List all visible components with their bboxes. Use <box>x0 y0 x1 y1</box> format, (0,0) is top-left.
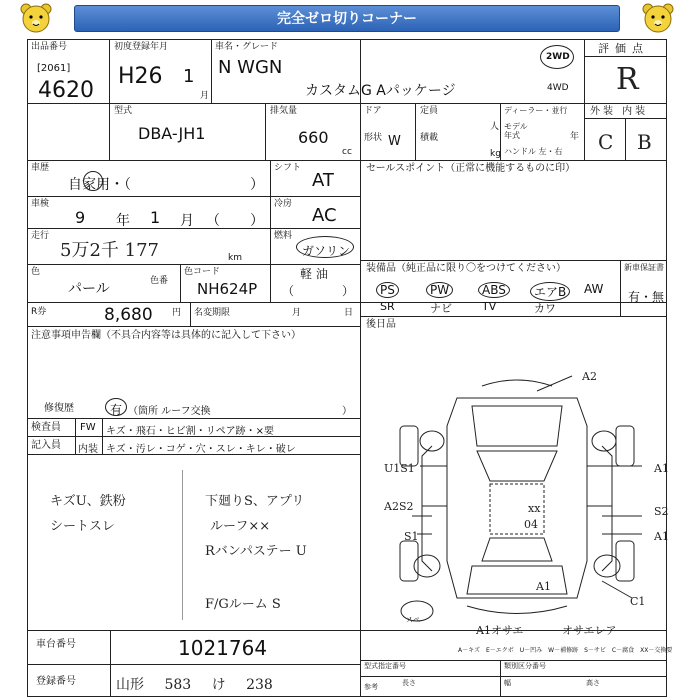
car-damage-diagram <box>372 366 662 636</box>
person-unit: 人 <box>490 122 500 132</box>
damage-mark: xx <box>528 502 541 515</box>
damage-mark: スペ <box>406 616 420 624</box>
damage-mark: S2 <box>654 505 669 518</box>
loading-label: 積載 <box>420 133 439 143</box>
fuel-paren-close: ） <box>342 284 355 298</box>
km-unit: km <box>228 253 242 263</box>
model-class-label: 型式指定番号 <box>364 662 406 670</box>
cc-unit: cc <box>342 147 352 157</box>
shift-value: AT <box>312 170 334 191</box>
inspection-paren: （ <box>206 213 220 229</box>
damage-mark: U1S1 <box>384 462 415 475</box>
color-code-value: NH624P <box>197 280 258 298</box>
meigi-label: 名変期限 <box>194 308 231 318</box>
damage-mark: A1 <box>536 580 551 593</box>
equipment-item: SR <box>380 300 395 313</box>
fuel-circle <box>296 236 354 258</box>
handwritten-note: F/Gルーム S <box>205 597 281 612</box>
fuel-paren: （ <box>282 284 295 298</box>
color-label: 色 <box>31 267 41 277</box>
inspector-label: 検査員 <box>31 422 61 433</box>
inspection-label: 車検 <box>31 199 50 209</box>
afterday-label: 後日品 <box>366 319 396 330</box>
car-name: N WGN <box>218 57 283 78</box>
chassis-no-value: 1021764 <box>178 636 268 660</box>
meigi-day: 日 <box>344 308 354 318</box>
model-year-label: モデル年式 <box>504 122 528 140</box>
notes-label: 注意事項申告欄（不具合内容等は具体的に記入して下さい） <box>31 330 301 341</box>
shift-label: シフト <box>274 163 302 173</box>
damage-legend: A－キズ E－エクボ U－凹み W－補修跡 S－サビ C－腐食 XX－交換要 <box>458 647 673 654</box>
first-reg-month: 1 <box>183 66 195 87</box>
ext-int-label: 外装 内装 <box>590 106 649 117</box>
aircon-label: 冷房 <box>274 199 293 209</box>
month-unit-label: 月 <box>200 91 210 101</box>
repair-hist-circle <box>105 398 127 416</box>
ref-label: 参考 <box>364 683 378 691</box>
color-no-label: 色番 <box>150 276 169 286</box>
entry-int: 内装 <box>78 444 98 455</box>
exhibit-no: 4620 <box>38 78 94 103</box>
repair-hist-value: 有 <box>110 403 123 417</box>
damage-mark: 04 <box>524 518 538 531</box>
damage-mark: A1オサエ <box>476 624 524 637</box>
inspect-fw: FW <box>80 422 96 433</box>
equipment-item: エアB <box>530 282 570 301</box>
damage-mark: A2 <box>582 370 597 383</box>
equipment-item: PS <box>376 282 399 298</box>
fuel-label: 燃料 <box>274 231 293 241</box>
shape-value: W <box>388 134 401 149</box>
fuel-gasoline: ガソリン <box>302 244 351 258</box>
model-label: 型式 <box>114 106 133 116</box>
dealer-label: ディーラー・並行 <box>504 106 568 115</box>
bear-mascot-icon <box>640 2 676 34</box>
damage-mark: C1 <box>630 595 646 608</box>
exhibit-small-no: [2061] <box>37 63 71 74</box>
class-no-label: 類別区分番号 <box>504 662 546 670</box>
mileage-label: 走行 <box>31 231 50 241</box>
handwritten-note: シートスレ <box>50 519 115 534</box>
repair-hist-label: 修復歴 <box>44 403 74 414</box>
chassis-no-label: 車台番号 <box>36 639 76 650</box>
entry-text: キズ・汚レ・コゲ・穴・スレ・キレ・破レ <box>106 444 296 455</box>
inspection-month-unit: 月 <box>180 213 194 229</box>
inspection-paren-close: ） <box>250 213 264 229</box>
kg-unit: kg <box>490 149 501 159</box>
damage-mark: オサエレア <box>562 624 617 637</box>
height-label: 高さ <box>586 679 600 687</box>
equipment-item: AW <box>584 282 604 296</box>
bear-mascot-icon <box>18 2 54 34</box>
drive-2wd: 2WD <box>546 52 570 62</box>
shape-label: 形状 <box>364 133 383 143</box>
exhibit-no-label: 出品番号 <box>31 42 68 52</box>
reg-no-label: 登録番号 <box>36 676 76 687</box>
rating-value: R <box>616 62 639 97</box>
repair-bracket: （ <box>128 406 138 417</box>
meigi-month: 月 <box>292 308 302 318</box>
sales-point-label: セールスポイント（正常に機能するものに印） <box>366 163 576 174</box>
int-value: B <box>637 130 652 154</box>
entry-label: 記入員 <box>31 440 61 451</box>
inspection-year: 9 <box>75 208 86 227</box>
history-label: 車歴 <box>31 163 50 173</box>
rating-label: 評価点 <box>598 42 649 55</box>
fuel-other: 軽 油 <box>300 267 328 281</box>
equipment-item: ABS <box>478 282 510 298</box>
color-value: パール <box>68 281 110 297</box>
equipment-item: カワ <box>534 302 556 315</box>
first-reg-year: H26 <box>118 64 163 89</box>
car-name-label: 車名・グレード <box>215 42 279 52</box>
handwritten-note: Rバンパステー U <box>205 544 307 559</box>
r-ticket-label: R券 <box>31 307 47 317</box>
damage-mark: A1 <box>654 530 669 543</box>
drive-4wd: 4WD <box>547 83 569 93</box>
recycle-mark: 有・無 <box>628 290 665 304</box>
equipment-label: 装備品（純正品に限り〇をつけてください） <box>366 263 566 274</box>
ext-value: C <box>598 130 614 154</box>
mileage-value: 5万2千 177 <box>60 240 159 261</box>
yen-unit: 円 <box>172 308 182 318</box>
length-label: 長さ <box>402 679 416 687</box>
equipment-item: TV <box>482 300 497 313</box>
handle-label: ハンドル 左・右 <box>504 147 563 156</box>
equipment-item: PW <box>426 282 453 298</box>
damage-mark: A2S2 <box>384 500 414 513</box>
door-label: ドア <box>364 106 382 116</box>
banner-title: 完全ゼロ切りコーナー <box>74 5 620 32</box>
handwritten-note: キズU、鉄粉 <box>50 494 126 509</box>
year-unit: 年 <box>570 132 580 142</box>
repair-detail: 箇所 ルーフ交換 <box>138 406 211 417</box>
reg-no-value: 山形 583 け 238 <box>116 677 273 693</box>
repair-bracket-close: ） <box>342 406 352 417</box>
history-value: 自家用・（ <box>68 177 131 193</box>
recycle-label: 新車保証書 <box>624 263 664 272</box>
displacement-label: 排気量 <box>270 106 298 116</box>
damage-mark: A1 <box>654 462 669 475</box>
first-reg-label: 初度登録年月 <box>114 42 169 52</box>
aircon-value: AC <box>312 205 337 226</box>
handwritten-note: 下廻りS、アプリ <box>205 494 305 509</box>
inspection-month: 1 <box>150 208 161 227</box>
damage-mark: S1 <box>404 530 419 543</box>
model-value: DBA-JH1 <box>138 124 206 143</box>
car-grade: カスタムG Aパッケージ <box>305 83 456 99</box>
history-close: ） <box>250 177 264 193</box>
history-circle <box>83 171 103 191</box>
equipment-item: ナビ <box>430 302 452 315</box>
capacity-label: 定員 <box>420 106 439 116</box>
r-ticket-value: 8,680 <box>104 305 153 325</box>
handwritten-note: ルーフ×× <box>210 519 271 534</box>
displacement-value: 660 <box>298 128 329 147</box>
inspect-text: キズ・飛石・ヒビ割・リペア跡・×要 <box>106 426 274 437</box>
color-code-label: 色コード <box>184 267 221 277</box>
inspection-year-unit: 年 <box>116 213 130 229</box>
width-label: 幅 <box>504 679 511 687</box>
